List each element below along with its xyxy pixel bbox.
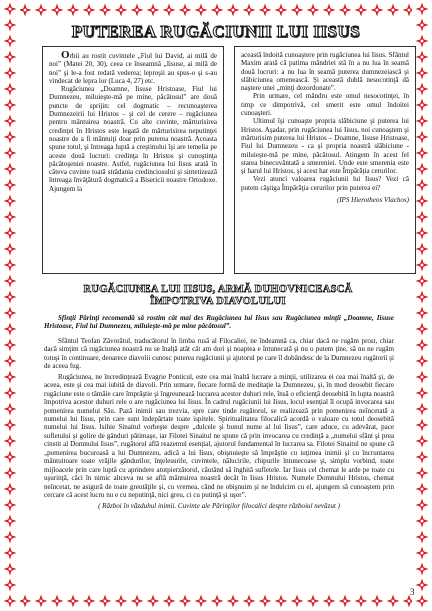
border-ornament-icon [415,194,429,208]
border-ornament-icon [146,594,160,608]
border-ornament-icon [415,66,429,80]
border-ornament-icon [3,578,17,592]
border-ornament-icon [306,3,320,17]
border-ornament-icon [162,594,176,608]
border-ornament-icon [415,578,429,592]
border-ornament-icon [415,514,429,528]
border-ornament-icon [194,3,208,17]
border-ornament-icon [290,3,304,17]
border-ornament-icon [415,242,429,256]
article2-title-line2: ÎMPOTRIVA DIAVOLULUI [150,296,286,307]
border-ornament-icon [3,114,17,128]
border-ornament-icon [290,594,304,608]
article1-paragraph-text: rbii au rostit cuvintele „Fiul lui David, ai milă de noi” (Matei 20, 30), ceea ce înseamnă „Iisuse, ai milă de noi” şi le-a fost redată vederea; leproşii au spus-o şi s-au vindecat de lepra lor (Luca 4, 27) etc. [49,52,217,85]
border-ornament-icon [322,3,336,17]
border-left [0,0,20,611]
drop-cap: O [61,49,70,61]
article1-column-left [42,46,224,274]
border-ornament-icon [66,3,80,17]
border-ornament-icon [3,290,17,304]
article2-body [44,314,394,584]
border-ornament-icon [415,530,429,544]
border-ornament-icon [98,3,112,17]
border-ornament-icon [3,98,17,112]
border-ornament-icon [370,594,384,608]
page-number: 3 [410,587,415,597]
border-ornament-icon [178,3,192,17]
border-ornament-icon [146,3,160,17]
border-ornament-icon [3,226,17,240]
border-ornament-icon [386,594,400,608]
border-ornament-icon [3,514,17,528]
border-ornament-icon [415,338,429,352]
border-ornament-icon [3,146,17,160]
border-ornament-icon [226,594,240,608]
border-ornament-icon [3,466,17,480]
border-ornament-icon [242,594,256,608]
border-ornament-icon [3,82,17,96]
border-ornament-icon [415,370,429,384]
border-ornament-icon [66,594,80,608]
article1-column-right [234,46,416,274]
border-ornament-icon [3,338,17,352]
border-ornament-icon [82,3,96,17]
border-ornament-icon [354,3,368,17]
border-ornament-icon [322,594,336,608]
border-ornament-icon [130,3,144,17]
border-ornament-icon [415,274,429,288]
border-ornament-icon [114,594,128,608]
border-ornament-icon [354,594,368,608]
border-ornament-icon [415,210,429,224]
border-ornament-icon [415,386,429,400]
border-ornament-icon [50,594,64,608]
author-signature: (IPS Hierotheos Vlachos) [336,196,409,205]
border-ornament-icon [3,194,17,208]
border-ornament-icon [130,594,144,608]
border-ornament-icon [3,594,17,608]
border-ornament-icon [306,594,320,608]
border-ornament-icon [415,402,429,416]
border-ornament-icon [415,466,429,480]
border-ornament-icon [194,594,208,608]
article1-paragraph [49,51,217,85]
border-ornament-icon [114,3,128,17]
border-ornament-icon [415,146,429,160]
border-ornament-icon [3,402,17,416]
border-ornament-icon [415,258,429,272]
border-ornament-icon [3,210,17,224]
border-ornament-icon [210,594,224,608]
border-ornament-icon [3,386,17,400]
border-ornament-icon [415,130,429,144]
border-ornament-icon [415,450,429,464]
border-ornament-icon [3,562,17,576]
border-ornament-icon [3,18,17,32]
border-ornament-icon [415,482,429,496]
border-ornament-icon [415,162,429,176]
border-ornament-icon [415,178,429,192]
page [22,22,415,597]
article2-source: ( Război în văzduhul inimii. Cuvinte ale Părinţilor filocalici despre războiul nevăzut ) [98,501,340,510]
border-ornament-icon [3,530,17,544]
border-ornament-icon [3,178,17,192]
border-ornament-icon [3,482,17,496]
border-ornament-icon [258,594,272,608]
border-ornament-icon [3,66,17,80]
border-ornament-icon [415,114,429,128]
border-ornament-icon [415,546,429,560]
article2-intro: Sfinţii Părinţi recomandă să rostim cât mai des Rugăciunea lui Iisus sau Rugăciunea minţii „Doamne, Iisuse Hristoase, Fiul lui Dumnezeu, miluieşte-mă pe mine păcătosul”. [44,314,394,331]
border-ornament-icon [3,322,17,336]
border-ornament-icon [415,2,429,16]
border-ornament-icon [274,594,288,608]
border-ornament-icon [3,2,17,16]
border-ornament-icon [3,354,17,368]
border-ornament-icon [3,50,17,64]
border-ornament-icon [415,418,429,432]
border-ornament-icon [415,290,429,304]
border-ornament-icon [415,434,429,448]
border-ornament-icon [3,162,17,176]
article2-paragraph: Rugăciunea, ne încredinţează Evagrie Ponticul, este cea mai înaltă lucrare a minţii, utilizarea ei cea mai înaltă şi, de aceea, este şi cea mai iubită de diavoli. Prin urmare, fiecare formă de meditaţie la Dumnezeu, şi, în mod deosebit fiecare rugăciune este o tămâie care împrăştie şi îngreunează lucrarea acestor duhuri rele, însă o eficienţă deosebită în lupta noastră împotriva acestor duhuri rele o are rugăciunea lui Iisus. În cadrul rugăciunii lui Iisus, locul esenţial îl ocupă invocarea sau pomenirea numelui Său. Pază inimii sau trezvia, spre care tinde rugătorul, se realizează prin pomenirea neîncetată a numelui lui Iisus, prin care sunt îndepărtate toate ispitele. Spiritualitatea filocalică acordă o valoare cu totul deosebită numelui lui Iisus. Isihie Sinaitul vorbeşte despre „dulcele şi bunul nume al lui Iisus”, care aduce, cu adevărat, pace sufletului şi golire de gânduri pătimaşe, iar Filotei Sinaitul ne spune că prin invocarea cu credinţă a „numelui sfânt şi prea cinstit al Domnului Iisus”, rugătorul află reazemul esenţial, ajutorul fundamental în lucrarea sa. Filotei Sinaitul ne spune că „pomenirea bucuroasă a lui Dumnezeu, adică a lui Iisus, obişnuieşte să împrăştie cu iuţimea inimii şi cu încruntarea mântuitoare toate vrăjile gândurilor, înţelesurile, cuvintele, nălucirile, chipurile întunecoase şi, simplu vorbind, toate mijloacele prin care luptă cu aprindere atotpierzătorul, căutând să înghită sufletele. Iar Iisus cel chemat le arde pe toate cu uşurinţă, căci în nimic altceva nu se află mântuirea noastră decât în Iisus Hristos. Numele Domnului Hristos, chemat neîncetat, ne asigură de toate greutăţile şi, cu vremea, când ne obişnuim şi ne îndulcim cu el, ajungem să cunoaştem prin cercare că acest lucru nu e cu neputinţă, nici greu, ci cu putinţă şi uşor”. [44,372,394,500]
border-ornament-icon [18,594,32,608]
border-top [0,0,432,20]
border-ornament-icon [415,594,429,608]
border-ornament-icon [415,98,429,112]
border-ornament-icon [3,274,17,288]
border-ornament-icon [3,370,17,384]
border-ornament-icon [3,34,17,48]
border-ornament-icon [162,3,176,17]
article2-title [40,284,396,310]
article1-paragraph: Ultimul îşi cunoaşte propria slăbiciune şi puterea lui Hristos. Aşadar, prin rugăciunea lui Iisus, noi cunoaştem şi mărturisim puterea lui Hristos – Doamne, Iisuse Hristoase, Fiul lui Dumnezeu - ca şi propria noastră slăbiciune - miluieşte-mă pe mine, păcătosul. Atingem în acest fel starea binecuvântată a smereniei. Unde este smerenia este şi harul lui Hristos, şi acest har este Împărăţia cerurilor. [241,117,409,176]
border-ornament-icon [3,306,17,320]
border-ornament-icon [3,546,17,560]
border-ornament-icon [415,562,429,576]
border-ornament-icon [386,3,400,17]
border-ornament-icon [3,258,17,272]
border-ornament-icon [415,498,429,512]
border-ornament-icon [34,3,48,17]
article1-paragraph: Prin urmare, cel mândru este omul nesocotinţei, în timp ce dimpotrivă, cel smerit este omul îndoitei cunoaşteri. [241,92,409,118]
border-ornament-icon [3,242,17,256]
border-ornament-icon [338,3,352,17]
border-ornament-icon [258,3,272,17]
border-bottom [0,591,432,611]
border-ornament-icon [3,434,17,448]
border-ornament-icon [242,3,256,17]
border-ornament-icon [210,3,224,17]
page-title: PUTEREA RUGĂCIUNII LUI IISUS [71,22,361,41]
border-ornament-icon [3,418,17,432]
border-ornament-icon [415,322,429,336]
border-ornament-icon [18,3,32,17]
border-ornament-icon [3,450,17,464]
border-ornament-icon [226,3,240,17]
border-ornament-icon [50,3,64,17]
border-ornament-icon [415,226,429,240]
border-ornament-icon [178,594,192,608]
border-ornament-icon [82,594,96,608]
article2-title-line1: RUGĂCIUNEA LUI IISUS, ARMĂ DUHOVNICEASCĂ [83,284,353,295]
border-ornament-icon [98,594,112,608]
border-ornament-icon [415,354,429,368]
article1-paragraph: Rugăciunea „Doamne, Iisuse Hristoase, Fiul lui Dumnezeu, miluieşte-mă pe mine, păcătosul” are două puncte de sprijin: cel dogmatic – recunoaşterea Dumnezeirii lui Hristos – şi cel de cerere – rugăciunea pentru mântuirea noastră. Cu alte cuvinte, mărturisirea credinţei în Hristos este legată de mărturisirea neputinţei noastre de a fi mântuiţi doar prin puterea noastră. Aceasta spune totul, şi întreaga luptă a creştinului îşi are temelia pe aceste două lucruri: credinţa în Hristos şi cunoştinţa păcătoşeniei noastre. Astfel, rugăciunea lui Iisus arată în câteva cuvinte toată strădania credinciosului şi sintetizează întreaga învăţătură dogmatică a Bisericii noastre Ortodoxe. Ajungem la [49,85,217,193]
border-ornament-icon [274,3,288,17]
border-ornament-icon [415,18,429,32]
border-ornament-icon [34,594,48,608]
border-ornament-icon [415,50,429,64]
article1-paragraph: Vezi atunci valoarea rugăciunii lui Iisus? Vezi că putem câştiga Împărăţia cerurilor prin puterea ei? [241,175,409,192]
border-ornament-icon [415,306,429,320]
article2-paragraph: Sfântul Teofan Zăvorâtul, traducătorul în limba rusă al Filocaliei, ne îndeamnă ca, chiar dacă ne rugăm prost, chiar dacă simţim că rugăciunea noastră nu se înalţă atât cât am dori şi noaptea e întunecată şi nu o putem ţine, să nu ne rugăm totuşi în continuare, deoarece diavolii cunosc puterea rugăciunii şi ajutorul pe care îl dobândesc de la Dumnezeu rugătorii şi de aceea fug. [44,336,394,371]
border-ornament-icon [415,34,429,48]
border-ornament-icon [370,3,384,17]
article1-paragraph: această îndoită cunoaştere prin rugăciunea lui Iisus. Sfântul Maxim arată că patima mândriei stă în a nu lua în seamă două lucruri: a nu lua în seamă puterea dumnezeiască şi slăbiciunea omenească. Şi această dublă nesocotinţă dă naştere unei „minţi dezordonate”. [241,51,409,93]
border-ornament-icon [3,130,17,144]
border-ornament-icon [338,594,352,608]
border-ornament-icon [3,498,17,512]
border-ornament-icon [415,82,429,96]
